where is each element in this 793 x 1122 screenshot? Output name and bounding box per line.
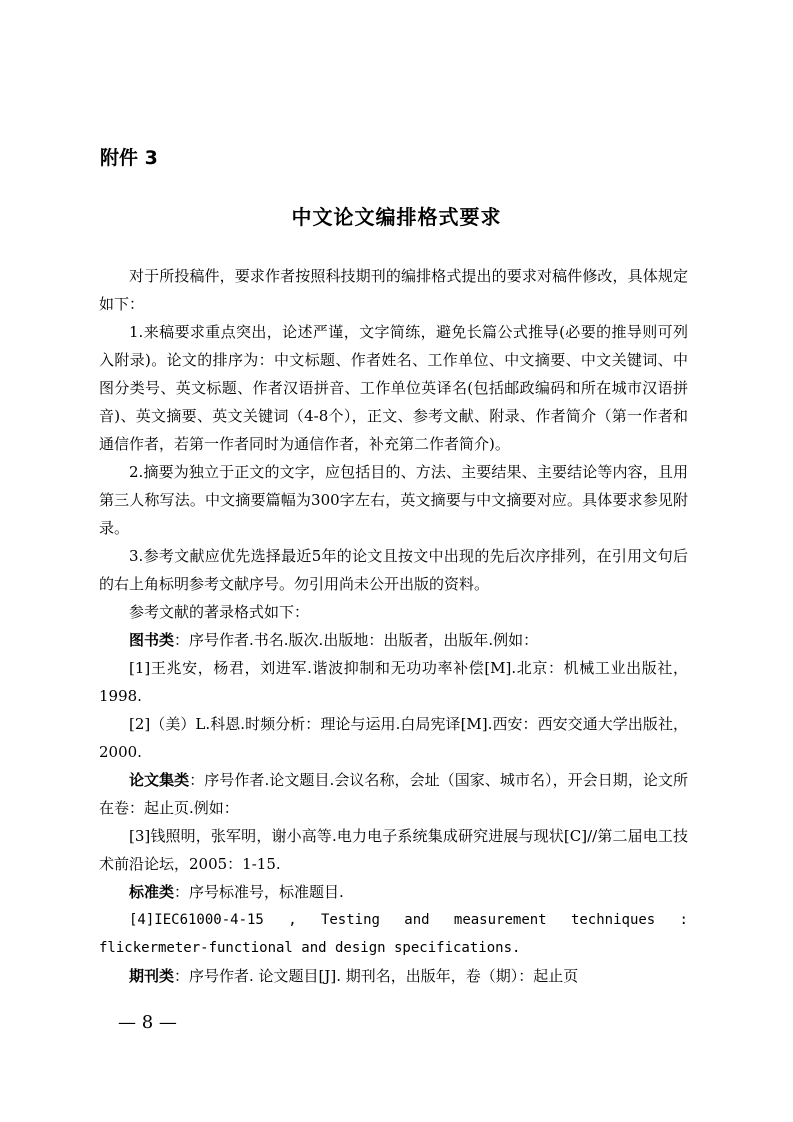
document-title: 中文论文编排格式要求 bbox=[291, 205, 502, 229]
reference-intro: 参考文献的著录格式如下： bbox=[129, 603, 310, 621]
standard-format-text: ：序号标准号，标准题目. bbox=[174, 883, 344, 901]
rule-3: 3.参考文献应优先选择最近5年的论文且按文中出现的先后次序排列，在引用文句后的右上角标明参考文献序号。勿引用尚未公开出版的资料。 bbox=[99, 547, 688, 593]
book-format bbox=[99, 626, 688, 654]
proceedings-example: [3]钱照明，张军明，谢小高等.电力电子系统集成研究进展与现状[C]//第二届电工技术前沿论坛，2005：1-15. bbox=[99, 827, 688, 873]
journal-format bbox=[99, 962, 688, 990]
rule-1: 1.来稿要求重点突出，论述严谨，文字简练，避免长篇公式推导(必要的推导则可列入附录)。论文的排序为：中文标题、作者姓名、工作单位、中文摘要、中文关键词、中图分类号、英文标题、作者汉语拼音、工作单位英译名(包括邮政编码和所在城市汉语拼音)、英文摘要、英文关键词（4-8个），正文、参考文献、附录、作者简介（第一作者和通信作者，若第一作者同时为通信作者，补充第二作者简介)。 bbox=[99, 323, 688, 453]
journal-label: 期刊类 bbox=[129, 967, 175, 985]
journal-format-text: ：序号作者. 论文题目[J]. 期刊名，出版年，卷（期）：起止页 bbox=[174, 967, 579, 985]
book-example-1: [1]王兆安，杨君，刘进军.谐波抑制和无功功率补偿[M].北京：机械工业出版社，1998. bbox=[99, 659, 688, 705]
book-label: 图书类 bbox=[129, 631, 175, 649]
rule-2: 2.摘要为独立于正文的文字，应包括目的、方法、主要结果、主要结论等内容，且用第三人称写法。中文摘要篇幅为300字左右，英文摘要与中文摘要对应。具体要求参见附录。 bbox=[99, 463, 688, 537]
standard-format bbox=[99, 878, 688, 906]
proceedings-label: 论文集类 bbox=[129, 771, 190, 789]
standard-example-line-1: [4]IEC61000-4-15 , Testing and measurement techniques : bbox=[129, 912, 688, 928]
standard-example-line-2: flickermeter-functional and design specifications. bbox=[99, 940, 521, 956]
proceedings-format bbox=[99, 766, 688, 822]
proceedings-format-text: ：序号作者.论文题目.会议名称，会址（国家、城市名），开会日期，论文所在卷：起止页.例如： bbox=[99, 771, 688, 817]
standard-label: 标准类 bbox=[129, 883, 175, 901]
annex-label: 附件 3 bbox=[100, 147, 158, 169]
book-example-2: [2]（美）L.科恩.时频分析：理论与运用.白局宪译[M].西安：西安交通大学出版社，2000. bbox=[99, 715, 688, 761]
book-format-text: ：序号作者.书名.版次.出版地：出版者，出版年.例如： bbox=[174, 631, 539, 649]
intro-paragraph: 对于所投稿件，要求作者按照科技期刊的编排格式提出的要求对稿件修改，具体规定如下： bbox=[99, 267, 688, 313]
page-number: — 8 — bbox=[118, 1012, 177, 1033]
document-body bbox=[99, 262, 688, 990]
